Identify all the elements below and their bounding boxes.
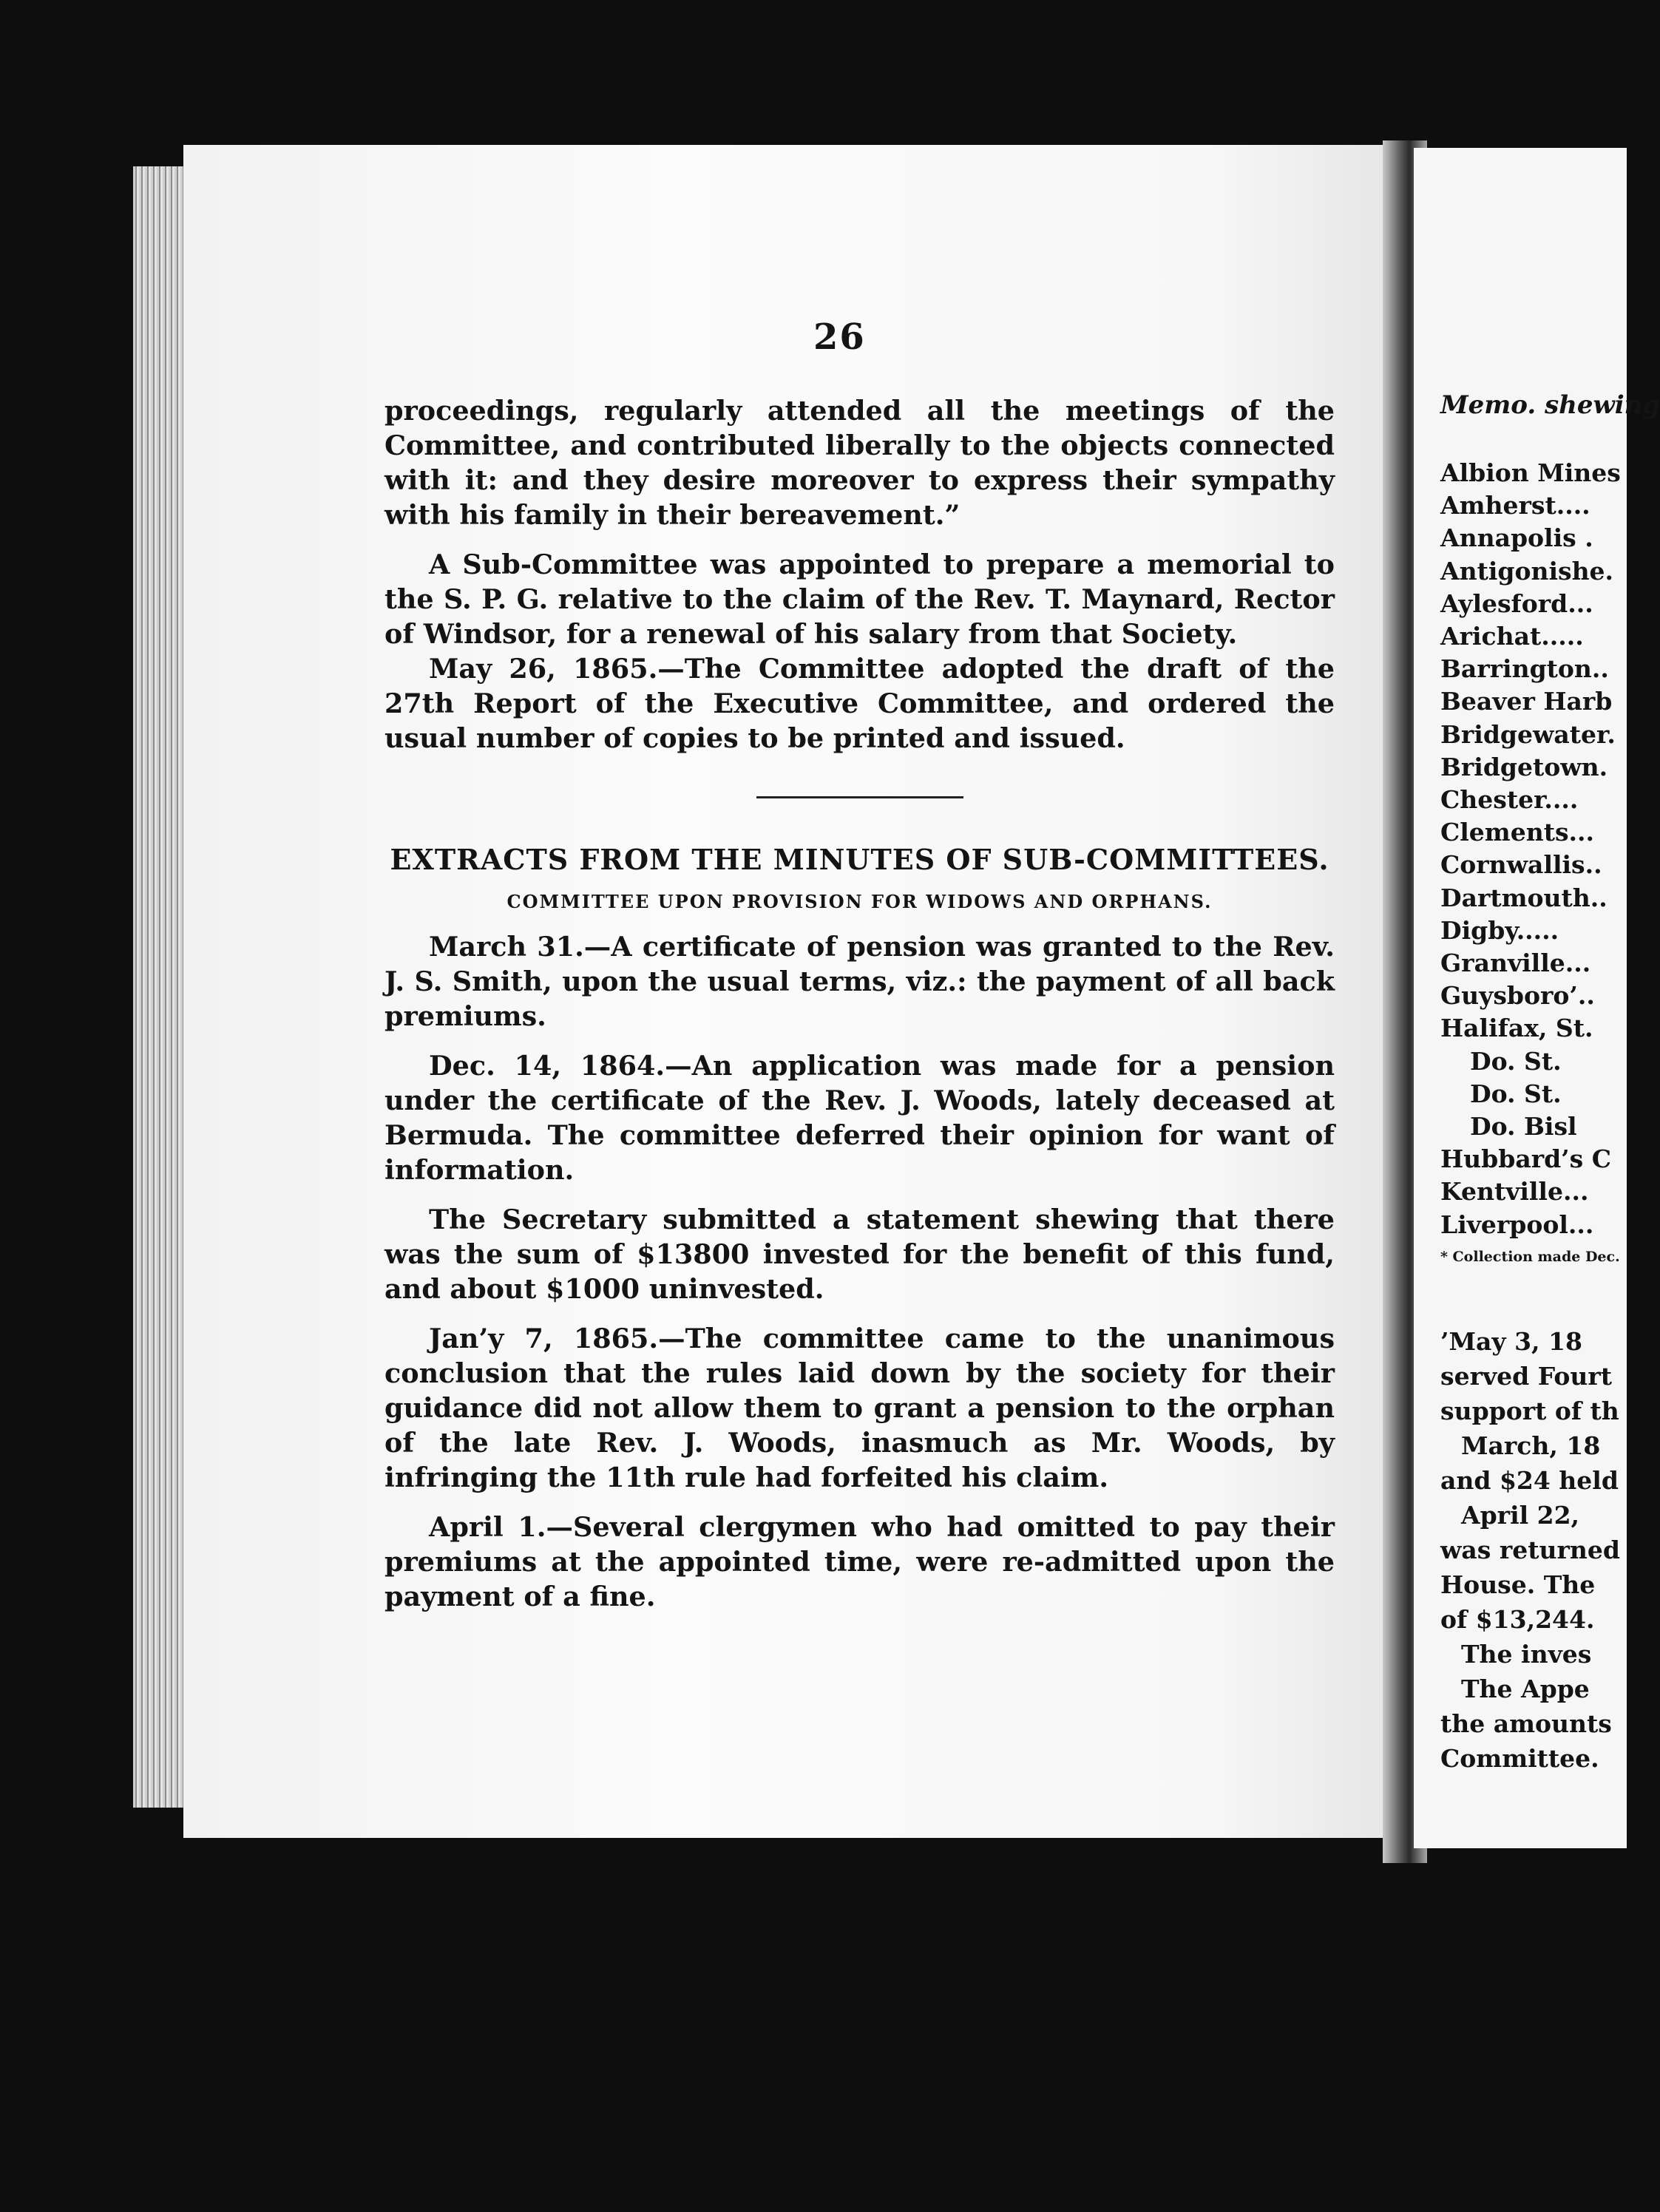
right-text-line: and $24 held [1440,1465,1619,1495]
place-list-item: Dartmouth.. [1440,883,1608,912]
paragraph-may-26: May 26, 1865.—The Committee adopted the draft of the 27th Report of the Executive Committee, and ordered the usual number of copies to be printed and issued. [384,653,1335,754]
right-text-line: The inves [1461,1639,1592,1669]
footnote: * Collection made Dec. [1440,1248,1620,1265]
place-list-item: Granville... [1440,949,1591,978]
right-text-line: The Appe [1461,1674,1590,1703]
page-number: 26 [813,316,866,358]
right-text-line: served Fourt [1440,1361,1612,1391]
section-heading: EXTRACTS FROM THE MINUTES OF SUB-COMMITTEES. [390,843,1329,876]
place-list-item: Barrington.. [1440,654,1609,684]
place-list-item: Do. St. [1470,1046,1562,1076]
paragraph-march-31: March 31.—A certificate of pension was granted to the Rev. J. S. Smith, upon the usual terms, viz.: the payment of all back premiums. [384,931,1335,1032]
place-list-item: Liverpool... [1440,1210,1594,1239]
place-list-item: Kentville... [1440,1177,1589,1207]
place-list-item: Annapolis . [1440,523,1593,553]
right-text-line: April 22, [1461,1500,1580,1530]
right-text-line: March, 18 [1461,1431,1601,1460]
place-list-item: Do. St. [1470,1079,1562,1108]
place-list-item: Hubbard’s C [1440,1144,1611,1174]
right-text-line: of $13,244. [1440,1604,1595,1634]
section-subheading: COMMITTEE UPON PROVISION FOR WIDOWS AND ORPHANS. [507,891,1213,912]
place-list-item: Albion Mines [1440,458,1621,487]
right-text-line: ’May 3, 18 [1440,1326,1582,1356]
place-list-item: Do. Bisl [1470,1112,1577,1141]
paragraph-april-1: April 1.—Several clergymen who had omitted to pay their premiums at the appointed time, were re-admitted upon the payment of a fine. [384,1511,1335,1612]
place-list-item: Clements... [1440,818,1594,847]
paragraph-secretary: The Secretary submitted a statement shewing that there was the sum of $13800 invested for the benefit of this fund, and about $1000 uninvested. [384,1204,1335,1305]
place-list-item: Arichat..... [1440,622,1584,651]
place-list-item: Chester.... [1440,785,1579,815]
right-text-line: was returned [1440,1535,1620,1564]
left-page-text [384,393,1335,1614]
place-list-item: Digby..... [1440,915,1559,945]
place-list-item: Guysboro’.. [1440,981,1595,1011]
section-divider [756,796,963,798]
right-text-line: the amounts [1440,1709,1612,1738]
paragraph-dec-14: Dec. 14, 1864.—An application was made for a pension under the certificate of the Rev. J. Woods, lately deceased at Bermuda. The committee deferred their opinion for want of information. [384,1050,1335,1186]
place-list-item: Aylesford... [1440,588,1593,618]
right-page-text [1440,390,1660,1776]
place-list-item: Beaver Harb [1440,687,1613,716]
place-list-item: Amherst.... [1440,491,1590,520]
right-text-line: House. The [1440,1570,1596,1599]
paragraph-jan-7: Jan’y 7, 1865.—The committee came to the unanimous conclusion that the rules laid down by the society for their guidance did not allow them to grant a pension to the orphan of the late Rev. J. Woods, inasmuch as Mr. Woods, by infringing the 11th rule had forfeited his claim. [384,1323,1335,1493]
paragraph-continuation: proceedings, regularly attended all the meetings of the Committee, and contributed liberally to the objects connected with it: and they desire moreover to express their sympathy with his family in their bereavement.” [384,395,1335,531]
page-edge-shading [133,166,189,1808]
right-text-line: support of th [1440,1396,1619,1425]
right-text-line: Committee. [1440,1743,1599,1773]
place-list-item: Bridgewater. [1440,719,1616,749]
place-list-item: Cornwallis.. [1440,850,1602,880]
memo-title: Memo. shewing [1440,390,1660,420]
paragraph-sub-committee: A Sub-Committee was appointed to prepare a memorial to the S. P. G. relative to the claim of the Rev. T. Maynard, Rector of Windsor, for a renewal of his salary from that Society. [384,549,1335,650]
place-list-item: Bridgetown. [1440,752,1608,781]
place-list-item: Halifax, St. [1440,1014,1593,1043]
place-list-item: Antigonishe. [1440,556,1614,586]
